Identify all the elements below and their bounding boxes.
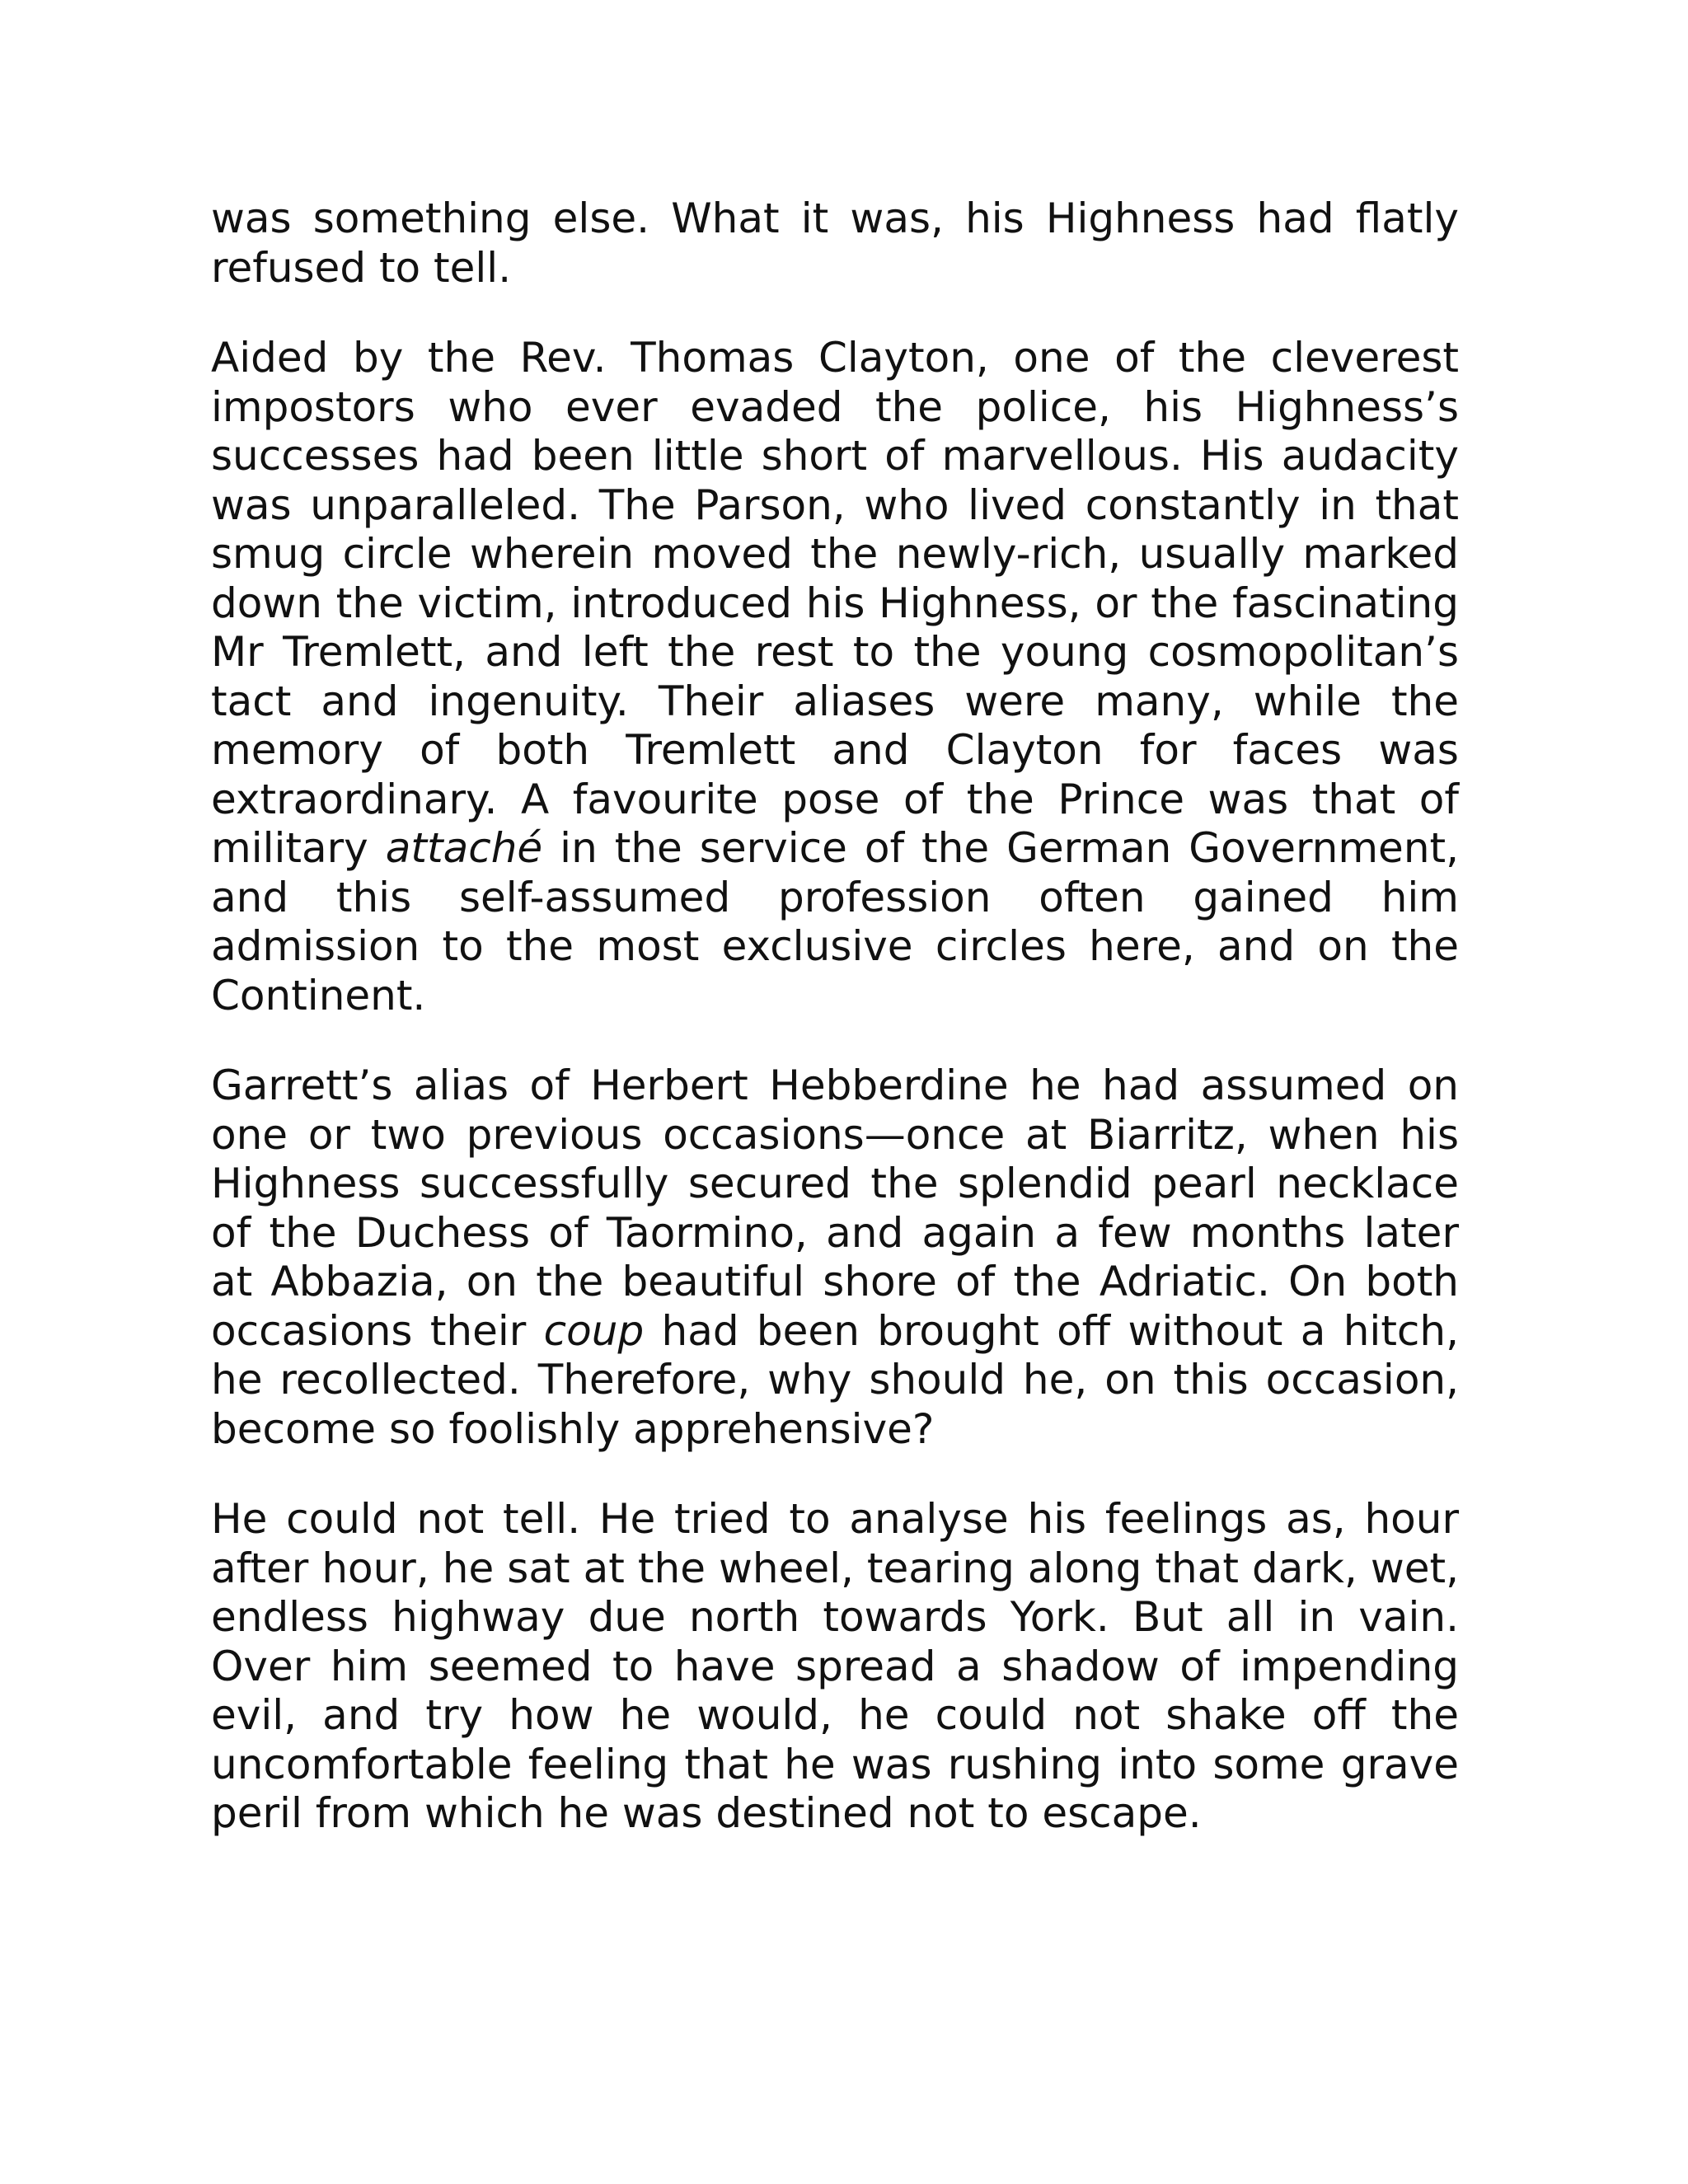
paragraph-text: was something else. What it was, his Highness had flatly refused to tell. — [211, 194, 1459, 292]
italic-word-coup: coup — [543, 1306, 645, 1355]
paragraph-text: in the service of the German Government, and this self-assumed profession often gained him admission to the most exclusive circles here, and on the Continent. — [211, 824, 1460, 1019]
paragraph-text: Garrett’s alias of Herbert Hebberdine he had assumed on one or two previous occasions—once at Biarritz, when his Highness successfully secured the splendid pearl necklace of the Duchess of Taormino, and again a few months later at Abbazia, on the beautiful shore of the Adriatic. On both occasions their — [211, 1062, 1459, 1355]
paragraph-text: Aided by the Rev. Thomas Clayton, one of the cleverest impostors who ever evaded the police, his Highness’s successes had been little short of marvellous. His audacity was unparalleled. The Parson, who lived constantly in that smug circle wherein moved the newly-rich, usually marked down the victim, introduced his Highness, or the fascinating Mr Tremlett, and left the rest to the young cosmopolitan’s tact and ingenuity. Their aliases were many, while the memory of both Tremlett and Clayton for faces was extraordinary. A favourite pose of the Prince was that of military — [211, 334, 1459, 872]
paragraph-2 — [211, 334, 1459, 1020]
paragraph-3 — [211, 1062, 1459, 1454]
italic-word-attache: attaché — [385, 824, 543, 872]
paragraph-text: He could not tell. He tried to analyse his feelings as, hour after hour, he sat at the wheel, tearing along that dark, wet, endless highway due north towards York. But all in vain. Over him seemed to have spread a shadow of impending evil, and try how he would, he could not shake off the uncomfortable feeling that he was rushing into some grave peril from which he was destined not to escape. — [211, 1495, 1459, 1837]
body-text — [211, 194, 1459, 1880]
paragraph-1 — [211, 194, 1459, 293]
paragraph-4 — [211, 1495, 1459, 1839]
paragraph-text: had been brought off without a hitch, he recollected. Therefore, why should he, on this occasion, become so foolishly apprehensive? — [211, 1306, 1459, 1453]
